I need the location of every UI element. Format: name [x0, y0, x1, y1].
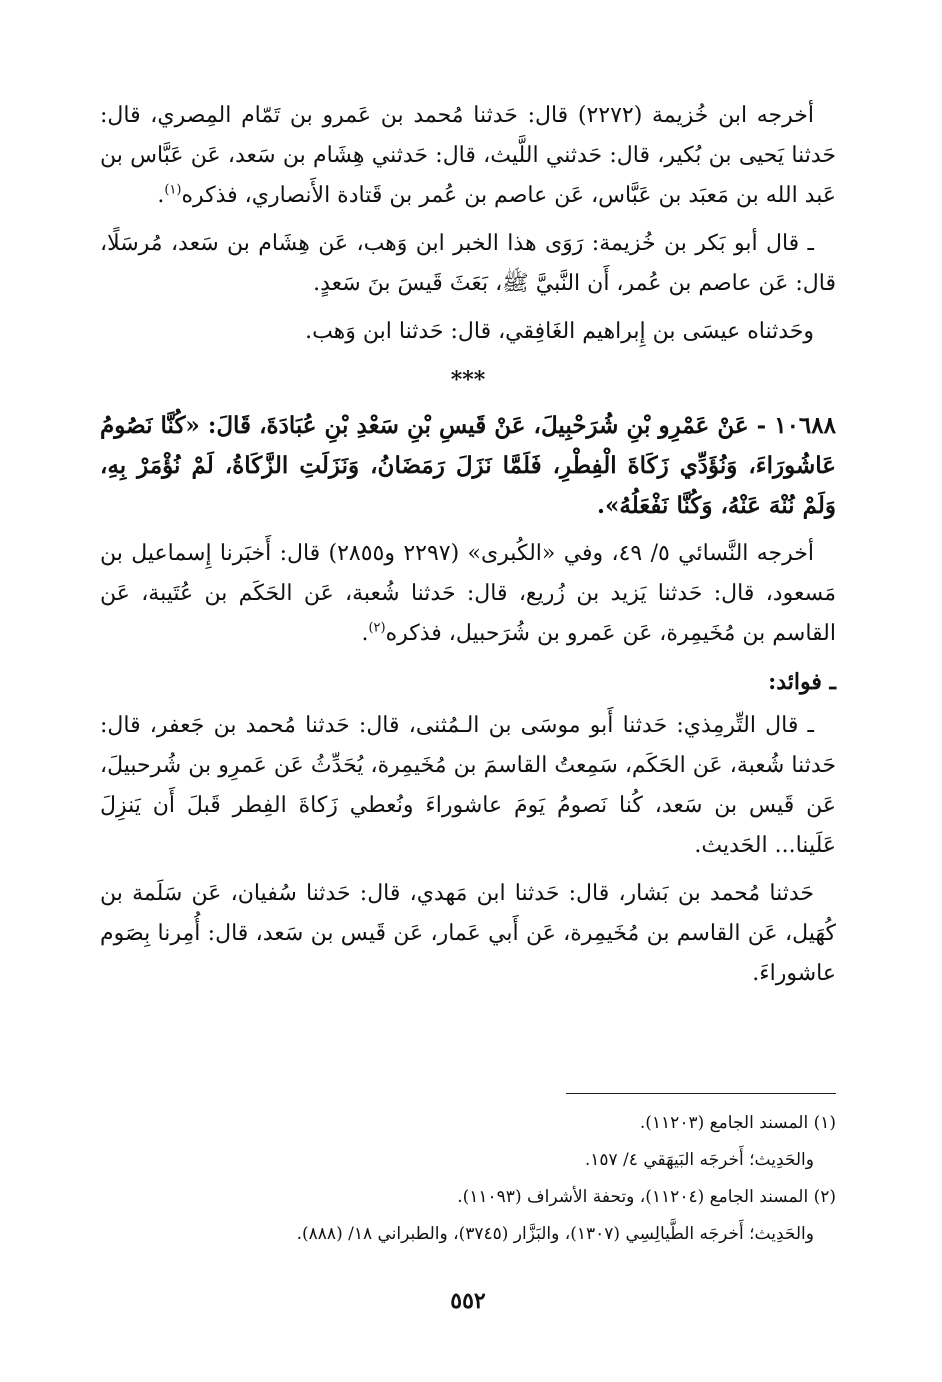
paragraph-end: . — [157, 183, 165, 208]
footnote-2: (٢) المسند الجامع (١١٢٠٤)، وتحفة الأشراف (١١٠٩٣). — [457, 1187, 836, 1207]
paragraph-ibn-bashar: حَدثنا مُحمد بن بَشار، قال: حَدثنا ابن مَهدي، قال: حَدثنا سُفيان، عَن سَلَمة بن كُهَيل، عَن القاسم بن مُخَيمِرة، عَن أَبي عَمار، عَن قَيس بن سَعد، قال: أُمِرنا بِصَوم عاشوراءَ. — [100, 881, 836, 986]
section-separator: *** — [450, 367, 486, 393]
footnote-1: (١) المسند الجامع (١١٢٠٣). — [639, 1113, 836, 1133]
paragraph-ibn-khuzaymah-comment: ـ قال أبو بَكر بن خُزيمة: رَوَى هذا الخبر ابن وَهب، عَن هِشَام بن سَعد، مُرسَلًا، قال: عَن عاصم بن عُمر، أَن النَّبيَّ ﷺ، بَعَثَ قَيسَ بنَ سَعدٍ. — [100, 231, 836, 296]
footnote-divider — [566, 1093, 836, 1094]
footnote-ref-2[interactable]: (٢) — [368, 620, 386, 636]
paragraph-tirmidhi: ـ قال التِّرمِذي: حَدثنا أَبو موسَى بن الـمُثنى، قال: حَدثنا مُحمد بن جَعفر، قال: حَدثنا شُعبة، عَن الحَكَم، سَمِعتُ القاسمَ بن مُخَيمِرة، يُحَدِّثُ عَن عَمرِو بن شُرحبيلَ، عَن قَيس بن سَعد، كُنا نَصومُ يَومَ عاشوراءَ ونُعطي زَكاةَ الفِطر قَبلَ أَن يَنزِلَ عَلَينا... الحَديث. — [100, 713, 836, 858]
paragraph-text: أخرجه النَّسائي ٥/ ٤٩، وفي «الكُبرى» (٢٢٩٧ و٢٨٥٥) قال: أَخبَرنا إِسماعيل بن مَسعود، قال: حَدثنا يَزيد بن زُريع، قال: حَدثنا شُعبة، عَن الحَكَم بن عُتَيبة، عَن القاسم بن مُخَيمِرة، عَن عَمرو بن شُرَحبيل، فذكره — [100, 541, 836, 646]
book-page — [100, 96, 836, 1314]
footnotes — [100, 1108, 836, 1256]
paragraph-takhrij-ibn-khuzaymah — [100, 96, 836, 216]
footnote-2-continuation: والحَدِيث؛ أَخرجَه الطَّيالِسِي (١٣٠٧)، والبَزَّار (٣٧٤٥)، والطبراني ١٨/ (٨٨٨). — [296, 1224, 814, 1244]
page-number: ٥٥٢ — [450, 1288, 486, 1314]
benefits-heading: ـ فوائد: — [768, 669, 836, 695]
paragraph-end: . — [361, 621, 369, 646]
hadith-10688: ١٠٦٨٨ - عَنْ عَمْرِو بْنِ شُرَحْبِيلَ، عَنْ قَيسِ بْنِ سَعْدِ بْنِ عُبَادَةَ، قَالَ: «كُنَّا نَصُومُ عَاشُورَاءَ، وَنُؤَدِّي زَكَاةَ الْفِطْرِ، فَلَمَّا نَزَلَ رَمَضَانُ، وَنَزَلَتِ الزَّكَاةُ، لَمْ نُؤْمَرْ بِهِ، وَلَمْ نُنْهَ عَنْهُ، وَكُنَّا نَفْعَلُهُ». — [100, 412, 836, 519]
footnote-ref-1[interactable]: (١) — [164, 182, 182, 198]
footnote-1-continuation: والحَدِيث؛ أَخرجَه البَيهَقي ٤/ ١٥٧. — [584, 1150, 814, 1170]
paragraph-isa-ibn-ibrahim: وحَدثناه عيسَى بن إِبراهيم الغَافِقي، قال: حَدثنا ابن وَهب. — [305, 319, 814, 344]
paragraph-text: أخرجه ابن خُزيمة (٢٢٧٢) قال: حَدثنا مُحمد بن عَمرو بن تَمّام المِصري، قال: حَدثنا يَحيى بن بُكير، قال: حَدثني اللَّيث، قال: حَدثني هِشَام بن سَعد، عَن عَبَّاس بن عَبد الله بن مَعبَد بن عَبَّاس، عَن عاصم بن عُمر بن قَتادة الأَنصاري، فذكره — [100, 103, 836, 208]
paragraph-takhrij-nasai — [100, 534, 836, 654]
